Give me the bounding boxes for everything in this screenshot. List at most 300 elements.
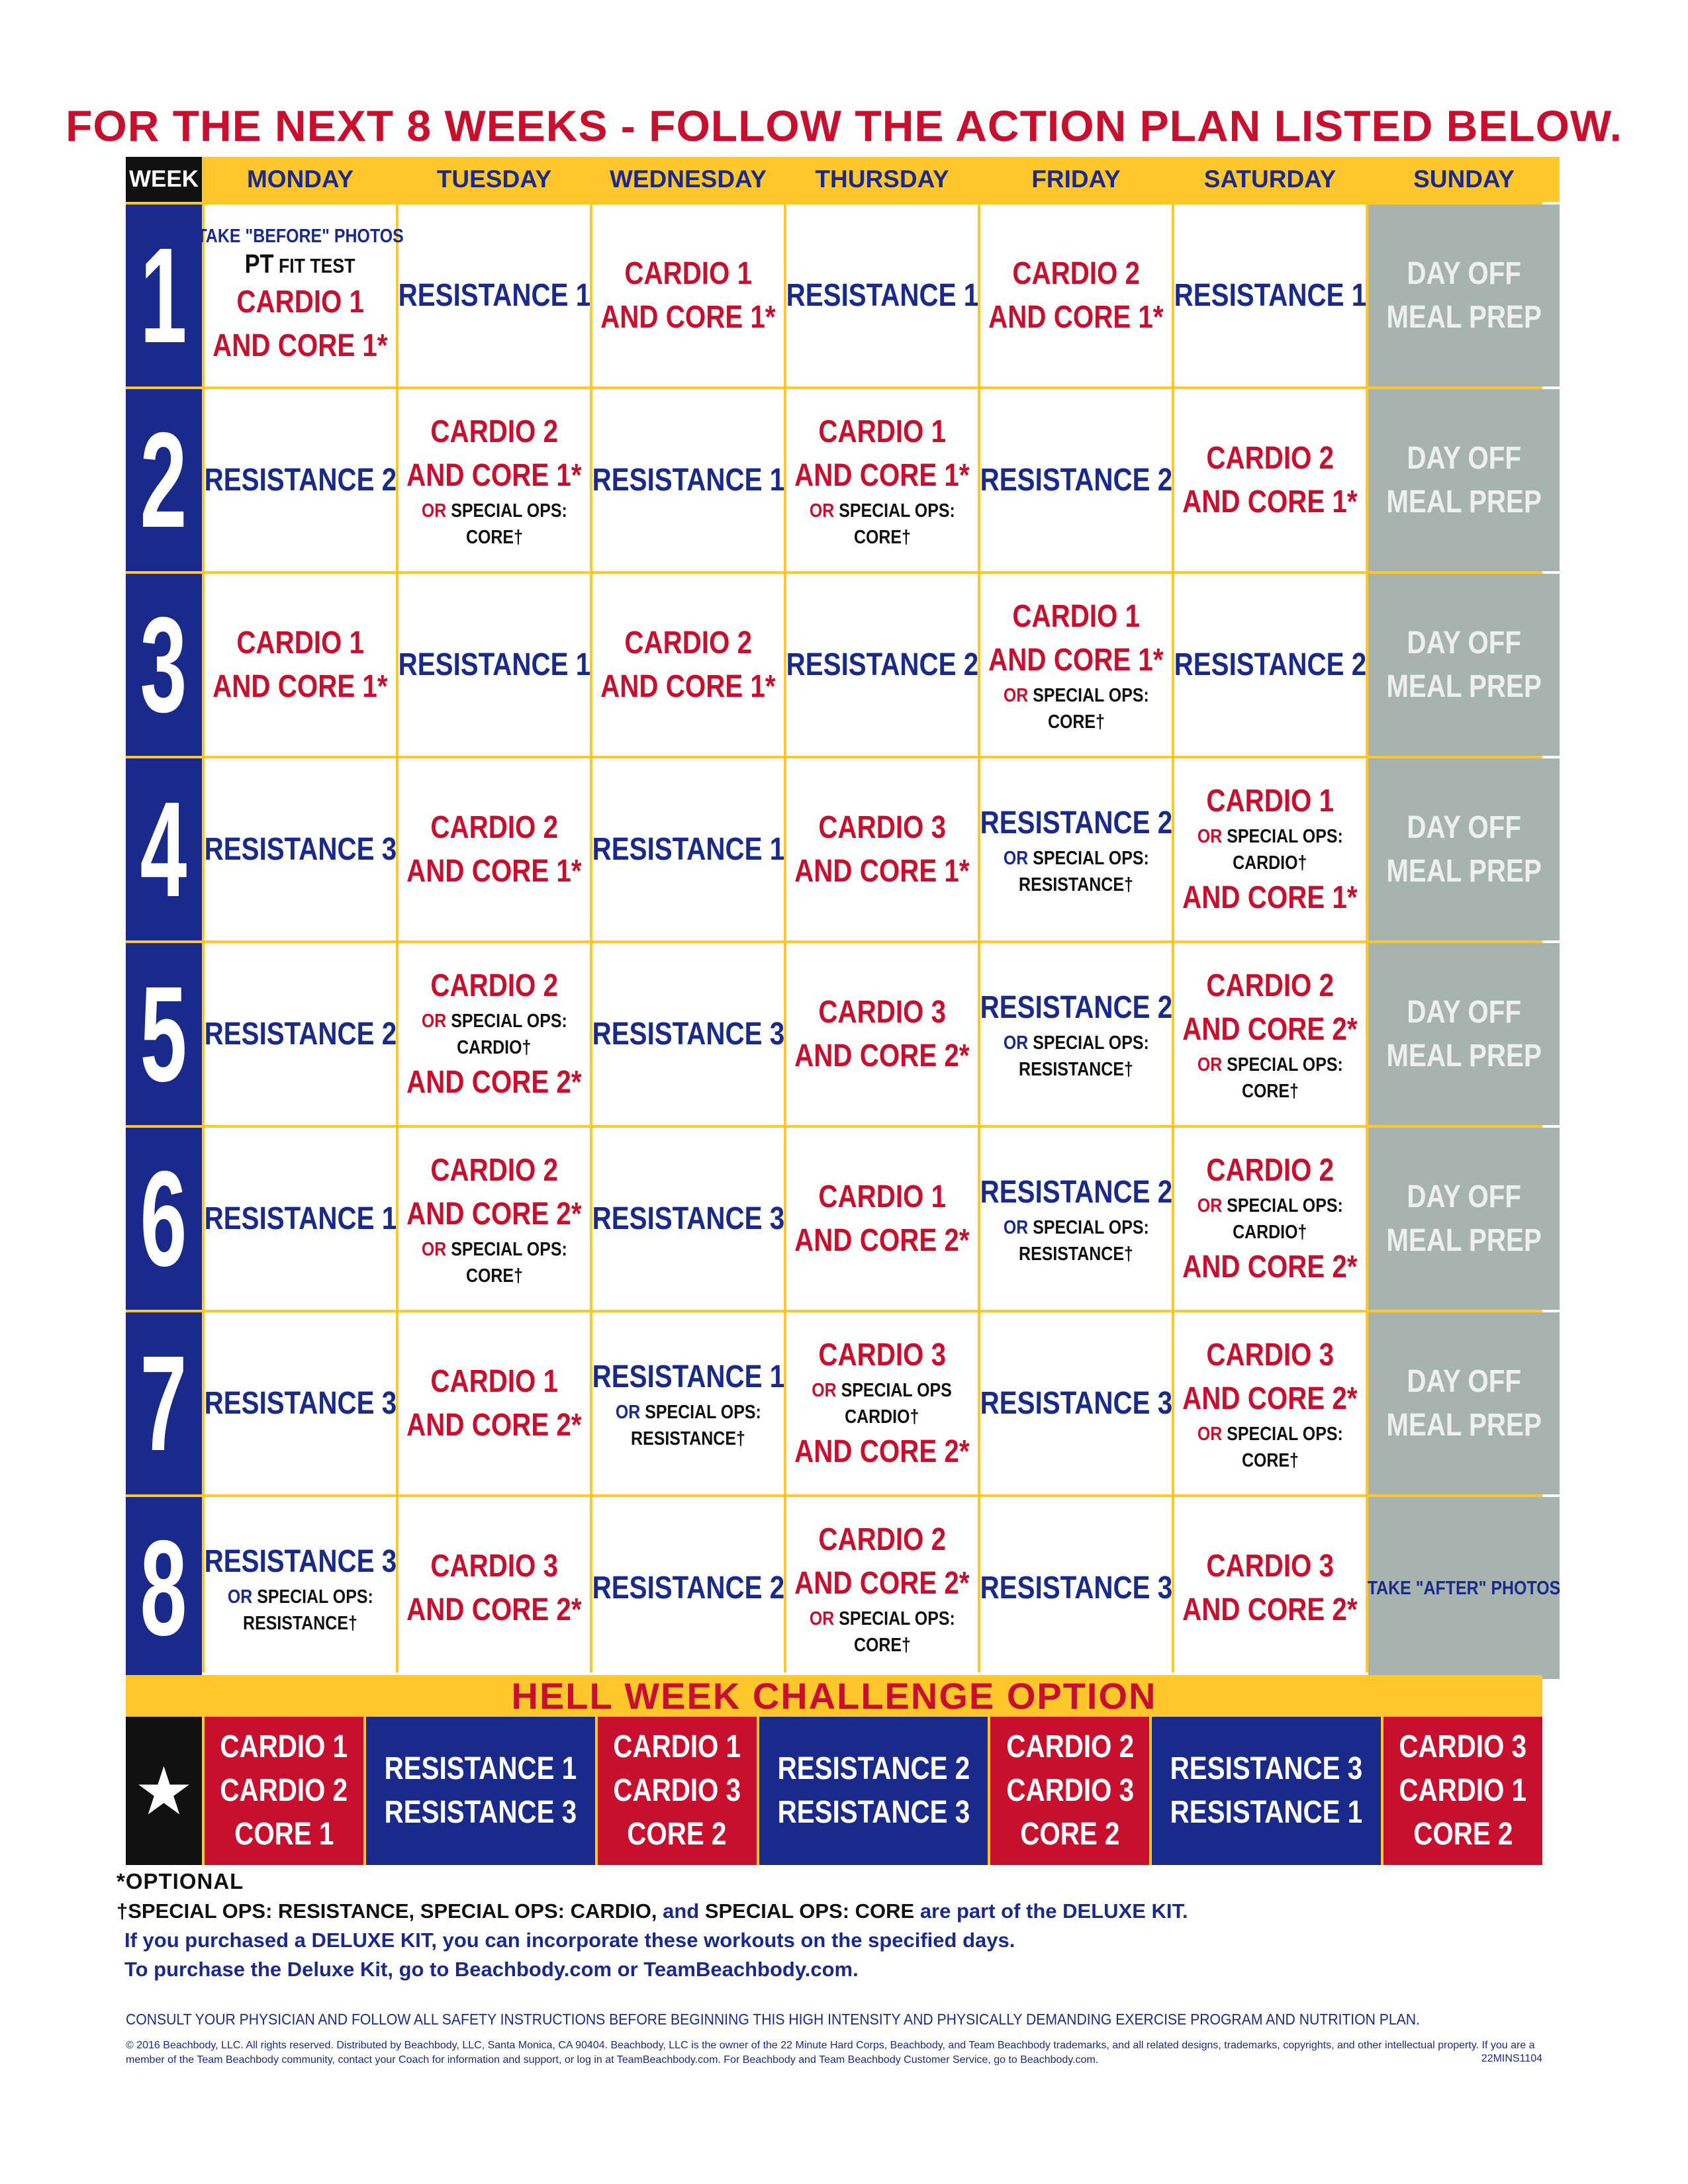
workout-line [1186, 1052, 1355, 1078]
workout-line [216, 1584, 385, 1610]
special-ops-type: CARDIO† [1233, 1221, 1307, 1243]
workout-label: AND CORE 1* [988, 642, 1164, 678]
workout-line [806, 991, 958, 1034]
workout-line [806, 1334, 958, 1377]
special-ops-label: SPECIAL OPS [841, 1379, 953, 1401]
workout-line [962, 1567, 1191, 1610]
workout-cell [205, 1128, 396, 1310]
or-label: OR [809, 1608, 834, 1629]
deluxe-note-part: SPECIAL OPS: CORE [704, 1899, 915, 1923]
workout-label: CARDIO 1 [818, 1179, 946, 1214]
special-ops-option [810, 498, 955, 524]
workout-line [224, 281, 376, 324]
workout-line [380, 643, 609, 687]
workout-line [186, 828, 415, 872]
workout-line [962, 986, 1191, 1030]
rest-day-label: DAY OFF [1407, 1363, 1521, 1399]
hell-week-workout: CARDIO 3 [1006, 1773, 1134, 1808]
or-label: OR [1197, 825, 1222, 847]
workout-label: RESISTANCE 2 [980, 1174, 1172, 1210]
workout-cell [1174, 1497, 1366, 1679]
workout-line [768, 643, 997, 687]
workout-label: RESISTANCE 1 [1174, 277, 1366, 313]
workout-line [418, 1545, 570, 1588]
workout-line [1372, 1404, 1556, 1447]
workout-line [1194, 1545, 1346, 1588]
workout-label: AND CORE 2* [406, 1196, 582, 1232]
or-label: OR [1003, 1032, 1028, 1054]
deluxe-incorporate-note: If you purchased a DELUXE KIT, you can incorporate these workouts on the specified days. [124, 1929, 1015, 1952]
workout-line [972, 639, 1180, 682]
workout-cell [980, 205, 1172, 387]
workout-line [1009, 872, 1143, 898]
special-ops-label: SPECIAL OPS: [1032, 1032, 1149, 1054]
workout-line [1227, 1219, 1313, 1246]
rest-day-label: DAY OFF [1407, 255, 1521, 291]
deluxe-purchase-note: To purchase the Deluxe Kit, go to Beachbody.com or TeamBeachbody.com. [124, 1958, 859, 1981]
workout-line [418, 1360, 570, 1404]
workout-line [1194, 437, 1346, 480]
special-ops-label: SPECIAL OPS: [450, 500, 567, 522]
workout-line [574, 828, 803, 872]
workout-label: AND CORE 2* [794, 1222, 970, 1258]
special-ops-type: RESISTANCE† [631, 1428, 745, 1449]
workout-line [1166, 1246, 1374, 1289]
workout-cell [205, 389, 396, 571]
workout-line [1372, 850, 1556, 893]
workout-line [390, 1193, 598, 1236]
workout-line [186, 1197, 415, 1241]
workout-label: RESISTANCE 2 [204, 1016, 397, 1052]
workout-label: CARDIO 1 [236, 285, 364, 320]
workout-line [798, 1606, 967, 1632]
hell-week-grid [126, 1717, 1542, 1865]
workout-line [390, 1588, 598, 1632]
workout-line [196, 665, 404, 709]
workout-cell [786, 943, 978, 1125]
workout-label: AND CORE 2* [1182, 1592, 1358, 1627]
special-ops-label: SPECIAL OPS: [450, 1010, 567, 1032]
workout-line [962, 1382, 1191, 1426]
special-ops-option [810, 1606, 955, 1632]
workout-label: AND CORE 2* [406, 1592, 582, 1627]
deluxe-note-part: †SPECIAL OPS: RESISTANCE, SPECIAL OPS: CARDIO, [117, 1899, 657, 1923]
workout-line [208, 1725, 359, 1769]
special-ops-type: RESISTANCE† [243, 1612, 357, 1634]
workout-line [461, 524, 528, 551]
workout-label: RESISTANCE 1 [592, 831, 784, 867]
workout-cell [399, 205, 590, 387]
workout-cell [786, 205, 978, 387]
special-ops-option [422, 1008, 567, 1034]
workout-line [390, 850, 598, 893]
workout-line [992, 682, 1161, 709]
workout-line [1186, 1193, 1355, 1219]
workout-cell [1174, 1312, 1366, 1494]
workout-label: CARDIO 3 [818, 1337, 946, 1373]
workout-line [1372, 665, 1556, 709]
workout-label: AND CORE 2* [406, 1064, 582, 1100]
workout-cell [1174, 574, 1366, 756]
workout-label: CARDIO 1 [430, 1363, 558, 1399]
special-ops-option [422, 498, 567, 524]
hell-week-day [1383, 1717, 1542, 1865]
workout-label: RESISTANCE 2 [980, 805, 1172, 841]
workout-cell [1368, 758, 1560, 940]
legal-text: © 2016 Beachbody, LLC. All rights reserved. Distributed by Beachbody, LLC, Santa Monica, CA 90404. Beachbody, LLC is the owner of the 22 Minute Hard Corps, Beachbody, and Team Beachbody trademarks, and all related designs, trademarks, copyrights, and other intellectual property. If you are a member of the Team Beachbody community, contact your Coach for information and support, or log in at TeamBeachbody.com. For Beachbody and Team Beachbody Customer Service, go to Beachbody.com. [126, 2040, 1535, 2066]
special-ops-option [1197, 1193, 1343, 1219]
week-number [126, 574, 202, 756]
rest-day-label: DAY OFF [1407, 625, 1521, 660]
workout-cell [1174, 943, 1366, 1125]
workout-label: CARDIO 2 [1206, 440, 1334, 476]
workout-line [994, 1769, 1146, 1813]
workout-line [962, 1171, 1191, 1214]
hell-week-workout: CARDIO 2 [220, 1773, 348, 1808]
workout-label: CARDIO 1 [236, 625, 364, 660]
header-day-sunday: SUNDAY [1368, 157, 1560, 202]
special-ops-option [1197, 1052, 1343, 1078]
special-ops-option [422, 1236, 567, 1263]
or-label: OR [812, 1379, 837, 1401]
fit-test-label [245, 250, 355, 281]
hell-week-day [598, 1717, 757, 1865]
workout-line [1396, 991, 1532, 1034]
workout-line [1156, 643, 1385, 687]
workout-line [584, 296, 792, 340]
rest-day-label: MEAL PREP [1386, 668, 1542, 704]
week-number-label: 8 [140, 1512, 187, 1664]
workout-line [366, 1747, 595, 1791]
workout-label: CARDIO 2 [430, 1152, 558, 1188]
workout-line [574, 1567, 803, 1610]
workout-label: RESISTANCE 3 [592, 1201, 784, 1236]
workout-label: RESISTANCE 1 [592, 462, 784, 498]
workout-cell [399, 1497, 590, 1679]
workout-line [1152, 1791, 1381, 1835]
workout-label: AND CORE 2* [1182, 1249, 1358, 1285]
special-ops-type: CORE† [853, 526, 911, 548]
workout-cell [205, 943, 396, 1125]
workout-label: AND CORE 1* [1182, 484, 1358, 520]
page-title: FOR THE NEXT 8 WEEKS - FOLLOW THE ACTION PLAN LISTED BELOW. [66, 101, 1622, 150]
hell-week-day [990, 1717, 1149, 1865]
workout-line [1166, 1377, 1374, 1421]
workout-label: RESISTANCE 3 [592, 1016, 784, 1052]
special-ops-type: CORE† [1241, 1449, 1299, 1471]
special-ops-label: SPECIAL OPS: [450, 1238, 567, 1260]
workout-label: AND CORE 2* [1182, 1381, 1358, 1416]
workout-cell [399, 943, 590, 1125]
workout-label: RESISTANCE 3 [980, 1570, 1172, 1606]
workout-line [622, 1426, 755, 1452]
workout-cell [399, 389, 590, 571]
hell-week-workout: CORE 2 [1413, 1817, 1513, 1852]
workout-line [601, 1725, 753, 1769]
workout-label: RESISTANCE 1 [592, 1359, 784, 1394]
workout-line [574, 1355, 803, 1399]
special-ops-option [812, 1377, 953, 1404]
hell-week-day [1152, 1717, 1381, 1865]
workout-line [618, 1813, 736, 1856]
workout-label: RESISTANCE 3 [204, 1385, 397, 1421]
workout-cell [205, 1497, 396, 1679]
header-day-saturday: SATURDAY [1174, 157, 1366, 202]
workout-line [839, 1404, 925, 1430]
special-ops-label: SPECIAL OPS: [1226, 825, 1343, 847]
workout-cell [980, 1128, 1172, 1310]
workout-line [1396, 621, 1532, 665]
rest-day-label: MEAL PREP [1386, 853, 1542, 889]
workout-label: AND CORE 1* [212, 328, 388, 363]
rest-day-label: DAY OFF [1407, 994, 1521, 1030]
workout-line [366, 1791, 595, 1835]
hell-week-workout: CARDIO 2 [1006, 1729, 1134, 1764]
star-icon: ★ [126, 1717, 202, 1865]
workout-cell [980, 389, 1172, 571]
workout-cell [205, 1312, 396, 1494]
workout-line [1194, 964, 1346, 1008]
hell-week-workout: RESISTANCE 1 [1170, 1795, 1363, 1830]
header-day-monday: MONDAY [205, 157, 396, 202]
hell-week-day [205, 1717, 363, 1865]
workout-line [390, 454, 598, 498]
rest-day-label: DAY OFF [1407, 440, 1521, 476]
workout-line [1186, 1421, 1355, 1447]
special-ops-label: SPECIAL OPS: [1032, 1216, 1149, 1238]
special-ops-label: SPECIAL OPS: [644, 1401, 761, 1423]
or-label: OR [1003, 847, 1028, 869]
workout-cell [1368, 1312, 1560, 1494]
workout-label: RESISTANCE 1 [786, 277, 978, 313]
special-ops-type: CARDIO† [1233, 852, 1307, 874]
workout-line [778, 1219, 986, 1263]
special-ops-option [1197, 823, 1343, 850]
or-label: OR [1003, 1216, 1028, 1238]
optional-note: *OPTIONAL [117, 1869, 244, 1893]
workout-cell [205, 574, 396, 756]
special-ops-type: CORE† [1047, 711, 1105, 733]
rest-day-label: MEAL PREP [1386, 1038, 1542, 1073]
workout-cell [980, 1497, 1172, 1679]
workout-line [1194, 1334, 1346, 1377]
workout-line [759, 1791, 988, 1835]
workout-line [778, 454, 986, 498]
workout-cell [1174, 389, 1366, 571]
workout-line [208, 1769, 359, 1813]
hell-week-workout: RESISTANCE 3 [1170, 1751, 1363, 1786]
workout-label: AND CORE 1* [212, 668, 388, 704]
workout-line [962, 459, 1191, 502]
workout-label: AND CORE 1* [406, 457, 582, 493]
header-day-friday: FRIDAY [980, 157, 1172, 202]
workout-line [418, 410, 570, 454]
hell-week-workout: CARDIO 1 [220, 1729, 348, 1764]
special-ops-option [616, 1399, 761, 1426]
workout-label: CARDIO 3 [430, 1548, 558, 1584]
workout-label: AND CORE 1* [600, 668, 776, 704]
workout-label: RESISTANCE 3 [204, 1543, 397, 1579]
workout-line [778, 850, 986, 893]
workout-line [1387, 1725, 1538, 1769]
consult-disclaimer: CONSULT YOUR PHYSICIAN AND FOLLOW ALL SAFETY INSTRUCTIONS BEFORE BEGINNING THIS HIGH INTENSITY AND PHYSICALLY DEMANDING EXERCISE PROGRAM AND NUTRITION PLAN. [126, 2011, 1420, 2028]
or-label: OR [421, 1238, 446, 1260]
hell-week-day [366, 1717, 595, 1865]
workout-line [1237, 1447, 1303, 1474]
workout-label: AND CORE 1* [600, 299, 776, 335]
workout-line [806, 1175, 958, 1219]
workout-line [186, 1382, 415, 1426]
workout-line [1000, 252, 1152, 296]
week-number-label: 5 [140, 958, 187, 1110]
workout-cell [1368, 574, 1560, 756]
workout-line [1156, 274, 1385, 318]
workout-line [418, 964, 570, 1008]
workout-label: CARDIO 2 [430, 968, 558, 1003]
workout-line [574, 1197, 803, 1241]
workout-cell [592, 574, 784, 756]
workout-line [1372, 1034, 1556, 1078]
hell-week-day [759, 1717, 988, 1865]
workout-line [800, 1377, 963, 1404]
hell-week-workout: RESISTANCE 3 [384, 1795, 577, 1830]
hell-week-workout: CORE 1 [234, 1817, 334, 1852]
special-ops-label: SPECIAL OPS: [1226, 1054, 1343, 1075]
workout-line [1372, 480, 1556, 524]
workout-label: CARDIO 2 [1012, 255, 1140, 291]
workout-line [1227, 850, 1313, 876]
workout-label: RESISTANCE 2 [980, 989, 1172, 1025]
workout-line [806, 1518, 958, 1562]
workout-cell [1368, 1128, 1560, 1310]
workout-cell [980, 1312, 1172, 1494]
week-number-label: 6 [140, 1142, 187, 1295]
workout-line [798, 498, 967, 524]
week-number-label: 2 [140, 404, 187, 556]
workout-label: AND CORE 2* [1182, 1011, 1358, 1047]
workout-line [1009, 1241, 1143, 1267]
workout-cell [399, 758, 590, 940]
special-ops-option [228, 1584, 373, 1610]
workout-cell [786, 1128, 978, 1310]
workout-line [992, 1214, 1161, 1241]
workout-line [612, 621, 764, 665]
workout-label: RESISTANCE 3 [204, 831, 397, 867]
workout-line [1000, 595, 1152, 639]
workout-line [418, 1149, 570, 1193]
workout-line [1237, 1078, 1303, 1105]
workout-label: AND CORE 2* [794, 1433, 970, 1469]
workout-line [962, 801, 1191, 845]
or-label: OR [421, 500, 446, 522]
header-day-tuesday: TUESDAY [399, 157, 590, 202]
workout-cell [786, 758, 978, 940]
workout-line [849, 524, 915, 551]
workout-line [390, 1061, 598, 1105]
workout-line [410, 1236, 579, 1263]
workout-line [186, 1013, 415, 1056]
workout-cell [980, 758, 1172, 940]
workout-label: RESISTANCE 2 [786, 647, 978, 682]
workout-line [1166, 1008, 1374, 1052]
workout-label: AND CORE 2* [794, 1038, 970, 1073]
hell-week-workout: CARDIO 3 [1399, 1729, 1527, 1764]
hell-week-workout: CARDIO 3 [613, 1773, 741, 1808]
special-ops-type: CORE† [465, 1265, 523, 1287]
deluxe-note-part: are part of the [914, 1899, 1063, 1923]
workout-line [1043, 709, 1109, 735]
workout-label: AND CORE 1* [1182, 880, 1358, 915]
schedule-grid [126, 157, 1561, 1672]
deluxe-note-part: and [657, 1899, 705, 1923]
photo-instruction: TAKE "BEFORE" PHOTOS [197, 226, 404, 247]
special-ops-type: CARDIO† [845, 1406, 919, 1428]
workout-label: RESISTANCE 1 [398, 277, 590, 313]
or-label: OR [1197, 1195, 1222, 1216]
workout-line [768, 274, 997, 318]
week-number-label: 7 [140, 1327, 187, 1479]
or-label: OR [1197, 1423, 1222, 1445]
special-ops-option [1004, 1214, 1149, 1241]
workout-line [778, 1430, 986, 1474]
workout-label: RESISTANCE 1 [204, 1201, 397, 1236]
workout-line [992, 845, 1161, 872]
special-ops-label: SPECIAL OPS: [256, 1586, 373, 1608]
workout-line [1372, 296, 1556, 340]
week-number [126, 1497, 202, 1679]
workout-label: RESISTANCE 2 [980, 462, 1172, 498]
hell-week-workout: CARDIO 1 [1399, 1773, 1527, 1808]
workout-line [1152, 1747, 1381, 1791]
special-ops-type: RESISTANCE† [1019, 874, 1133, 895]
workout-label: RESISTANCE 2 [1174, 647, 1366, 682]
or-label: OR [615, 1401, 640, 1423]
workout-label: AND CORE 2* [794, 1565, 970, 1601]
special-ops-label: SPECIAL OPS: [1226, 1423, 1343, 1445]
workout-line [410, 1008, 579, 1034]
workout-line [224, 621, 376, 665]
workout-line [461, 1263, 528, 1289]
workout-cell [399, 1128, 590, 1310]
workout-line [1186, 823, 1355, 850]
workout-line [1396, 437, 1532, 480]
header-day-thursday: THURSDAY [786, 157, 978, 202]
workout-line [418, 806, 570, 850]
workout-line [1396, 1175, 1532, 1219]
workout-label: AND CORE 1* [794, 853, 970, 889]
workout-line [410, 498, 579, 524]
workout-line [972, 296, 1180, 340]
workout-line [574, 1013, 803, 1056]
footnotes [117, 1866, 1639, 1984]
workout-line [1387, 1769, 1538, 1813]
workout-cell [1174, 205, 1366, 387]
special-ops-option [1004, 845, 1149, 872]
workout-label: CARDIO 3 [818, 809, 946, 845]
hell-week-workout: CORE 2 [627, 1817, 727, 1852]
workout-line [1009, 1056, 1143, 1083]
workout-line [1396, 806, 1532, 850]
fit-test-text: FIT TEST [279, 254, 355, 277]
workout-line [806, 410, 958, 454]
workout-line [451, 1034, 538, 1061]
special-ops-option [1004, 1030, 1149, 1056]
workout-label: AND CORE 1* [988, 299, 1164, 335]
rest-day-label: MEAL PREP [1386, 1407, 1542, 1443]
workout-cell [592, 1497, 784, 1679]
workout-cell [592, 758, 784, 940]
workout-line [992, 1030, 1161, 1056]
